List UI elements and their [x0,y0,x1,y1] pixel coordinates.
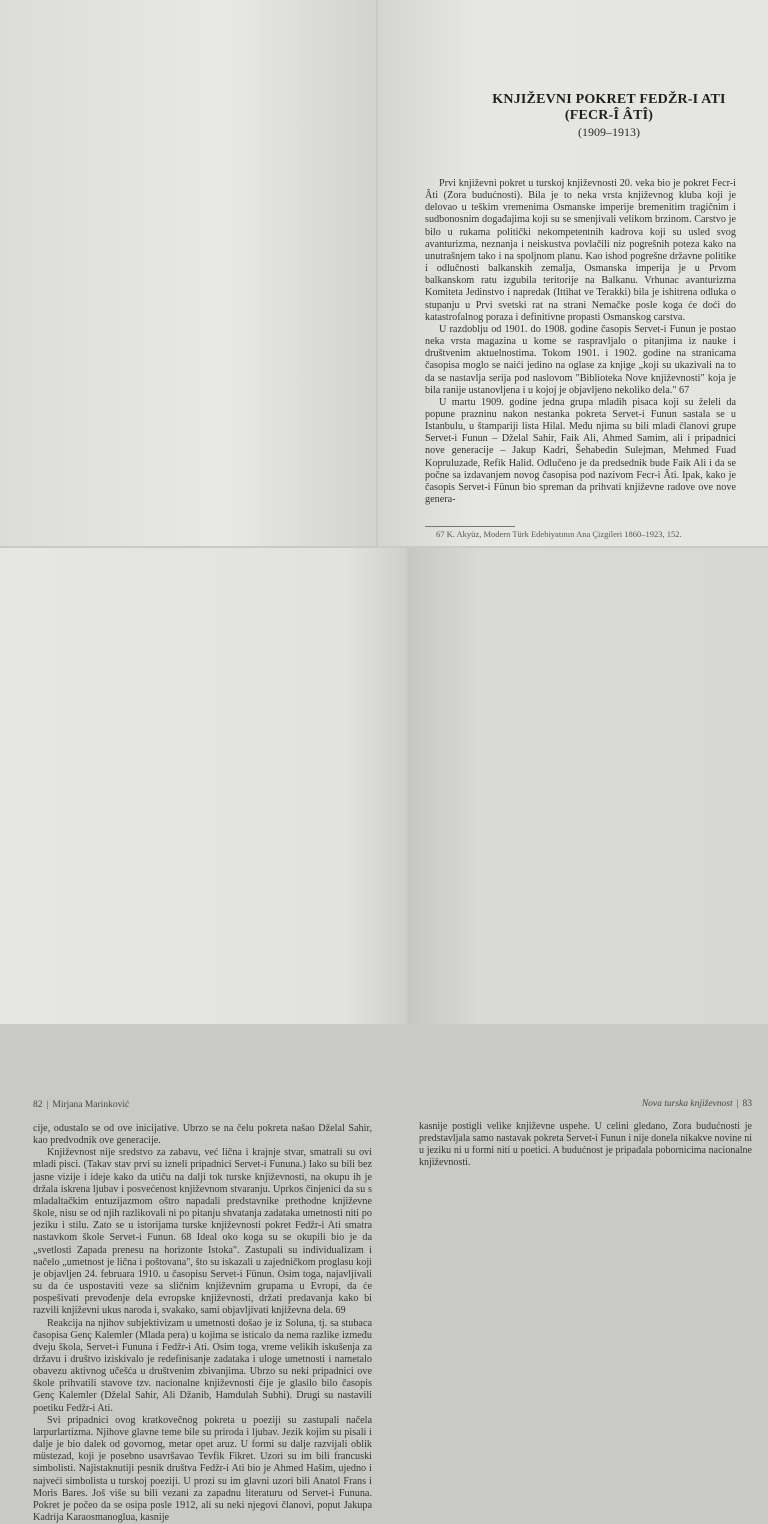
page-body-text [33,1123,372,1524]
chapter-title-line1: KNJIŽEVNI POKRET FEDŽR-I ATI [492,92,726,107]
running-head-separator: | [736,1099,739,1109]
chapter-opening-page [378,0,768,546]
page-82 [0,548,406,1523]
page-83 [408,548,768,1169]
running-head-author: Mirjana Marinković [52,1100,130,1110]
chapter-heading [474,92,744,140]
chapter-title-line2: (FECR-Î ÂTÎ) [564,108,654,123]
page-number: 83 [742,1099,752,1109]
footnote-rule [425,526,515,527]
blank-page [0,0,376,546]
page-number: 82 [33,1100,43,1110]
paragraph: Reakcija na njihov subjektivizam u umetnosti došao je iz Soluna, tj. sa stubaca časopisa Genç Kalemler (Mlada pera) u kojima se isticalo da nema razlike između dveju škola, Servet-i Fununa i Fedžr-i Ati. Osim toga, vreme velikih iskušenja za državu i društvo iziskivalo je redefinisanje zadataka i uloge umetnosti i nametalo obavezu aktivnog učešća u društvenim zbivanjima. Ubrzo su neki pripadnici ove škole prihvatili stavove tzv. nacionalne književnosti čije je glasilo bilo časopis Genç Kalemler (Dželal Sahir, Ali Džanib, Hamdulah Subhi). Drugi su nastavili poetiku Fedžr-i Ati. [33,1317,372,1414]
running-head-right [642,1099,752,1110]
running-head-title: Nova turska književnost [641,1099,733,1109]
paragraph: cije, odustalo se od ove inicijative. Ubrzo se na čelu pokreta našao Dželal Sahir, kao predvodnik ove generacije. [33,1123,372,1147]
chapter-years: (1909–1913) [578,125,640,139]
paragraph: U martu 1909. godine jedna grupa mladih pisaca koji su želeli da popune prazninu nakon nestanka pokreta Servet-i Funun sastala se u Istanbulu, u štampariji lista Hilal. Među njima su bili mladi članovi grupe Servet-i Funun – Dželal Sahir, Faik Ali, Ahmed Samim, ali i pripadnici nove generacije – Jakup Kadri, Šehabedin Sulejman, Mehmed Fuad Kopruluzade, Refik Halid. Odlučeno je da predsednik bude Faik Ali i da se počne sa izdavanjem novog časopisa pod nazivom Fecr-i Âti. Ipak, kako je časopis Servet-i Fünun bio spreman da prihvati književne radove ove nove genera- [425,396,736,506]
paragraph: kasnije postigli velike književne uspehe. U celini gledano, Zora budućnosti je predstavljala samo nastavak pokreta Servet-i Funun i nije donela nikakve novine ni u jeziku ni u formi niti u poetici. A budućnost je pripadala pobornicima nacionalne književnosti. [419,1121,752,1169]
running-head-separator: | [46,1100,49,1110]
paragraph: Prvi književni pokret u turskoj književnosti 20. veka bio je pokret Fecr-i Âti (Zora budućnosti). Bila je to neka vrsta književnog kluba koji je delovao u teškim vremenima Osmanske imperije bremenitim tragičnim i sudbonosnim događajima koji su se smenjivali velikom brzinom. Carstvo je bilo u rukama politički nekompetentnih kadrova koji su usled svog avanturizma, neznanja i neiskustva povlačili niz pogrešnih poteza kako na unutrašnjem tako i na spoljnom planu. Kao ishod pogrešne državne politike i odlučnosti balkanskih zemalja, Osmanska imperija je u Prvom balkanskom ratu izgubila teritorije na Balkanu. Vrhunac avanturizma Komiteta Jedinstvo i napredak (Ittihat ve Terakki) bila je ishitrena odluka o stupanju u Prvi svetski rat na strani Nemačke posle koga će doći do katastrofalnog poraza i definitivne propasti Osmanskog carstva. [425,178,736,323]
paragraph: Svi pripadnici ovog kratkovečnog pokreta u poeziji su zastupali načela larpurlartizma. Njihove glavne teme bile su priroda i ljubav. Jezik kojim su pisali i dalje je bio dalek od govornog, metar opet aruz. U formi su dalje razvijali oblik müstezad, koji je posebno usavršavao Tevfik Fikret. Uzori su im bili francuski simbolisti. Najistaknutiji pesnik društva Fedžr-i Ati bio je Ahmed Hašim, ujedno i najveći simbolista u turskoj poeziji. U prozi su im glavni uzori bili Anatol Frans i Moris Bares. Još više su bili vezani za zapadnu literaturu od Servet-i Fununa. Pokret je počeo da se osipa posle 1912, ali su neki njegovi članovi, poput Jakupa Kadrija Karaosmanoglua, kasnije [33,1414,372,1523]
page-body-text [419,1121,752,1170]
footnote: 67 K. Akyüz, Modern Türk Edebiyatının Ana Çizgileri 1860–1923, 152. [436,529,682,539]
paragraph: U razdoblju od 1901. do 1908. godine časopis Servet-i Funun je postao neka vrsta magazina u kome se raspravljalo o pitanjima iz nauke i društvenim aktuelnostima. Tokom 1901. i 1902. godine na stranicama časopisa moglo se naići jedino na oglase za knjige „koji su ukazivali na to da se nastavlja serija pod naslovom "Biblioteka Nove književnosti" koja je bila ranije ustanovljena i u kojoj je objavljeno nekoliko dela." 67 [425,323,736,396]
running-head-left [33,1100,372,1111]
paragraph: Književnost nije sredstvo za zabavu, već lična i krajnje stvar, smatrali su ovi mladi pisci. (Takav stav prvi su izneli pripadnici Servet-i Fununa.) Iako su bili bez jasne vizije i ideje kako da utiču na dalji tok turske književnosti, na okupu ih je držala iskrena ljubav i posvećenost književnom stvaranju. Uprkos činjenici da su s mladaltačkim entuzijazmom oštro napadali predstavnike prethodne književne škole, nisu se od njih razlikovali ni po pitanju shvatanja zadataka umetnosti niti po jeziku i stilu. Zato se u istorijama turske književnosti pokret Fedžr-i Ati smatra nastavkom škole Servet-i Funun. 68 Ideal oko koga su se okupili bio je da „svetlosti Zapada prenesu na horizonte Istoka". Zastupali su individualizam i načelo „umetnost je lična i poštovana", što su iskazali u zajedničkom proglasu koji je objavljen 24. februara 1910. u časopisu Servet-i Fünun. Osim toga, najavljivali su da će uspostaviti veze sa sličnim književnim grupama u Evropi, da će pospešivati prevođenje dela evropske književnosti, držati predavanja kako bi razvili književni ukus naroda i, svakako, sami objavljivati književna dela. 69 [33,1147,372,1317]
chapter-body-text [425,178,736,506]
